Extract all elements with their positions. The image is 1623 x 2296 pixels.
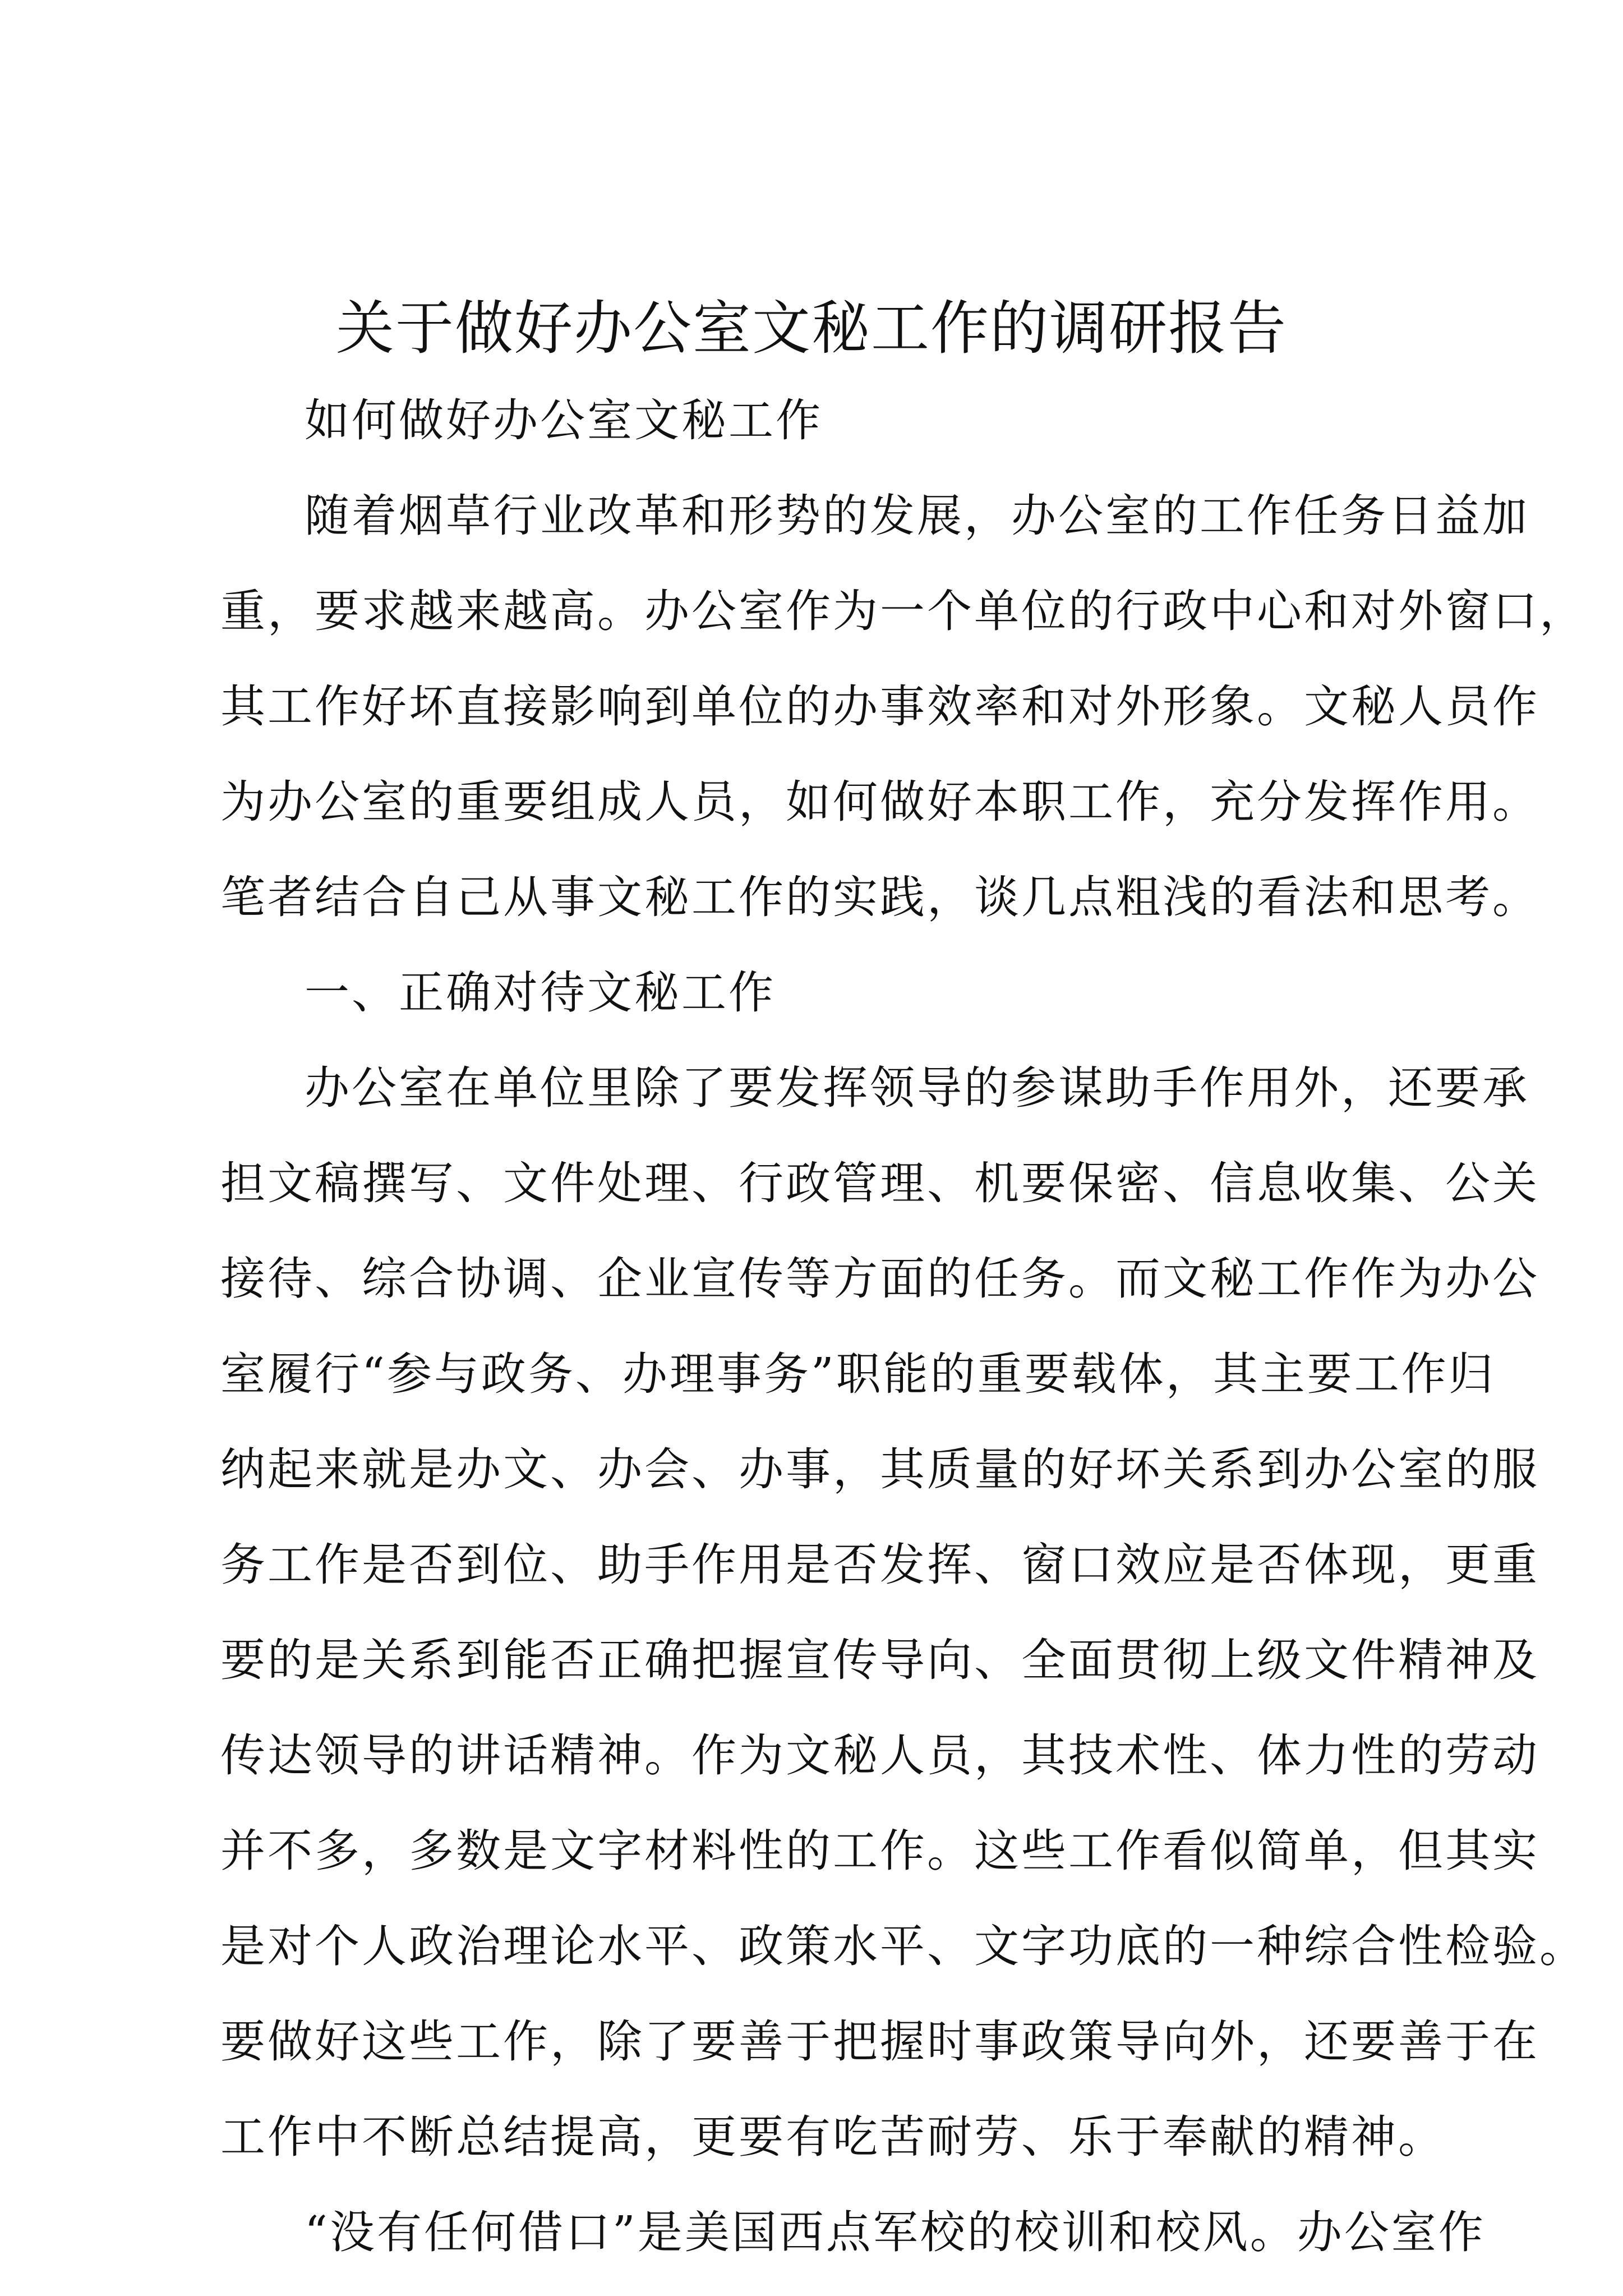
section-heading: 一、正确对待文秘工作: [305, 967, 776, 1019]
paragraph-line: 办公室在单位里除了要发挥领导的参谋助手作用外，还要承: [305, 1062, 1529, 1114]
paragraph-line: 务工作是否到位、助手作用是否发挥、窗口效应是否体现，更重: [220, 1539, 1539, 1591]
paragraph-line: 接待、综合协调、企业宣传等方面的任务。而文秘工作作为办公: [220, 1253, 1539, 1305]
paragraph-line: 随着烟草行业改革和形势的发展，办公室的工作任务日益加: [305, 490, 1529, 542]
document-subtitle: 如何做好办公室文秘工作: [305, 394, 823, 447]
paragraph-line: 其工作好坏直接影响到单位的办事效率和对外形象。文秘人员作: [220, 680, 1539, 733]
paragraph-line: 传达领导的讲话精神。作为文秘人员，其技术性、体力性的劳动: [220, 1729, 1539, 1782]
paragraph-line: 室履行“参与政务、办理事务”职能的重要载体，其主要工作归: [220, 1348, 1496, 1400]
paragraph-line: 担文稿撰写、文件处理、行政管理、机要保密、信息收集、公关: [220, 1157, 1539, 1209]
paragraph-line: 重，要求越来越高。办公室作为一个单位的行政中心和对外窗口，: [220, 585, 1587, 637]
paragraph-line: 要做好这些工作，除了要善于把握时事政策导向外，还要善于在: [220, 2016, 1539, 2068]
paragraph-line: 并不多，多数是文字材料性的工作。这些工作看似简单，但其实: [220, 1825, 1539, 1877]
paragraph-line: 是对个人政治理论水平、政策水平、文字功底的一种综合性检验。: [220, 1920, 1587, 1972]
paragraph-line: 笔者结合自己从事文秘工作的实践，谈几点粗浅的看法和思考。: [220, 871, 1539, 923]
paragraph-line: 纳起来就是办文、办会、办事，其质量的好坏关系到办公室的服: [220, 1443, 1539, 1496]
paragraph-line: 为办公室的重要组成人员，如何做好本职工作，充分发挥作用。: [220, 776, 1539, 828]
document-title: 关于做好办公室文秘工作的调研报告: [335, 294, 1287, 362]
paragraph-line: 要的是关系到能否正确把握宣传导向、全面贯彻上级文件精神及: [220, 1634, 1539, 1686]
paragraph-line: “没有任何借口”是美国西点军校的校训和校风。办公室作: [305, 2206, 1486, 2258]
paragraph-line: 工作中不断总结提高，更要有吃苦耐劳、乐于奉献的精神。: [220, 2111, 1445, 2163]
